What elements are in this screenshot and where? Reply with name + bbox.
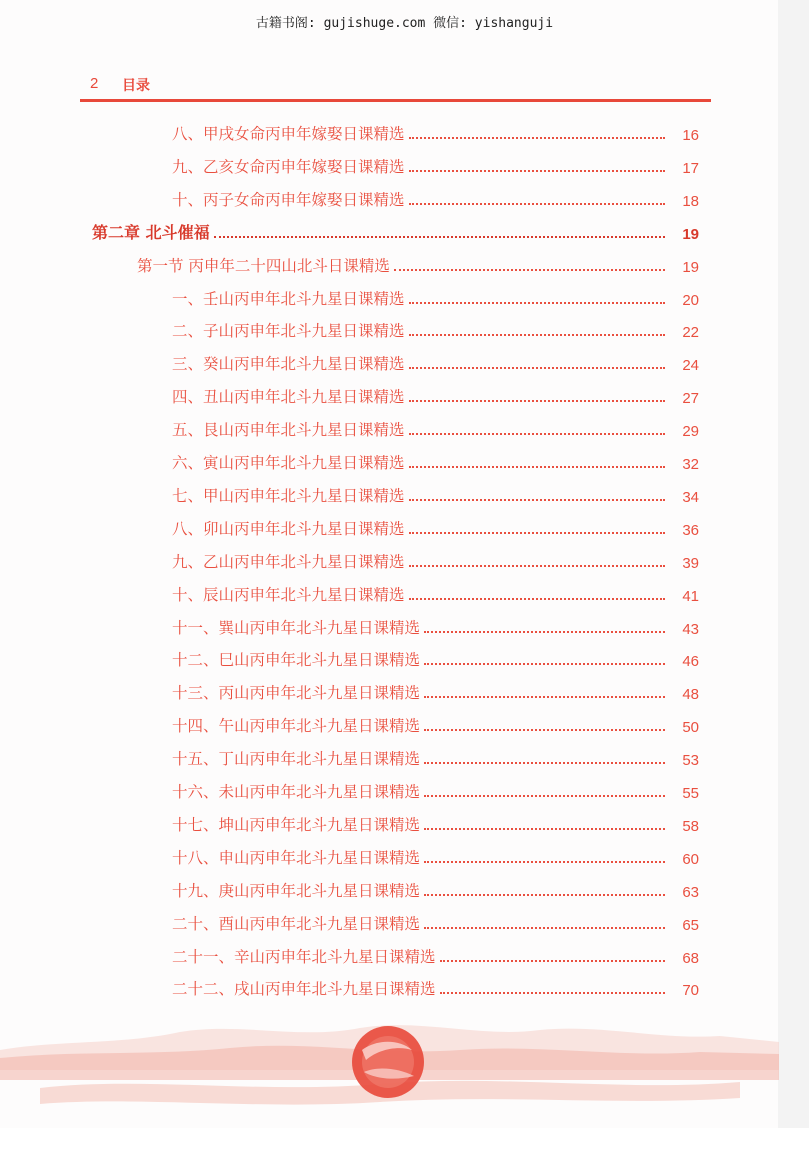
toc-entry-page-number: 65 <box>682 916 699 934</box>
toc-entry-title: 八、卯山丙申年北斗九星日课精选 <box>172 519 405 538</box>
toc-entry[interactable] <box>172 577 699 605</box>
toc-entry-title: 第二章 北斗催福 <box>92 222 210 242</box>
toc-entry-title: 四、丑山丙申年北斗九星日课精选 <box>172 388 405 407</box>
toc-entry[interactable] <box>172 116 699 144</box>
toc-entry-page-number: 63 <box>682 883 699 901</box>
toc-entry[interactable] <box>172 281 699 309</box>
toc-entry-title: 十、丙子女命丙申年嫁娶日课精选 <box>172 190 405 209</box>
toc-entry-title: 二、子山丙申年北斗九星日课精选 <box>172 322 405 341</box>
toc-entry[interactable] <box>172 346 699 374</box>
dot-leader <box>424 860 665 863</box>
landscape-decoration <box>0 1010 779 1120</box>
toc-entry-title: 十、辰山丙申年北斗九星日课精选 <box>172 585 405 604</box>
toc-entry[interactable] <box>172 182 699 210</box>
toc-entry-page-number: 19 <box>682 225 699 243</box>
toc-entry-title: 二十二、戌山丙申年北斗九星日课精选 <box>172 980 436 999</box>
toc-entry-page-number: 41 <box>682 587 699 605</box>
dot-leader <box>440 991 665 994</box>
dot-leader <box>424 893 665 896</box>
dot-leader <box>424 662 665 665</box>
toc-entry[interactable] <box>172 412 699 440</box>
dot-leader <box>409 597 665 600</box>
dot-leader <box>424 926 665 929</box>
toc-entry-page-number: 22 <box>682 324 699 342</box>
dot-leader <box>409 498 665 501</box>
toc-entry-title: 六、寅山丙申年北斗九星日课精选 <box>172 454 405 472</box>
toc-entry[interactable] <box>172 610 699 638</box>
toc-entry-page-number: 17 <box>682 159 699 177</box>
toc-entry-title: 八、甲戌女命丙申年嫁娶日课精选 <box>172 125 405 143</box>
toc-entry-title: 十二、巳山丙申年北斗九星日课精选 <box>172 651 421 670</box>
dot-leader <box>409 564 665 567</box>
toc-entry-page-number: 24 <box>682 357 699 375</box>
toc-entry-title: 七、甲山丙申年北斗九星日课精选 <box>172 486 405 505</box>
toc-entry-page-number: 48 <box>682 686 699 704</box>
dot-leader <box>409 465 665 468</box>
toc-entry-title: 十三、丙山丙申年北斗九星日课精选 <box>172 684 421 703</box>
dot-leader <box>409 432 665 435</box>
toc-entry-page-number: 29 <box>682 423 699 441</box>
toc-entry-page-number: 50 <box>682 719 699 737</box>
toc-entry-title: 一、壬山丙申年北斗九星日课精选 <box>172 289 405 308</box>
toc-chapter-entry[interactable] <box>92 215 699 243</box>
dot-leader <box>424 630 665 633</box>
toc-entry[interactable] <box>172 478 699 506</box>
toc-entry-title: 三、癸山丙申年北斗九星日课精选 <box>172 355 405 374</box>
dot-leader <box>394 268 665 271</box>
toc-entry[interactable] <box>172 873 699 901</box>
dot-leader <box>409 202 665 205</box>
toc-entry-title: 九、乙山丙申年北斗九星日课精选 <box>172 552 405 571</box>
toc-entry-title: 十九、庚山丙申年北斗九星日课精选 <box>172 881 421 900</box>
dot-leader <box>424 695 665 698</box>
toc-entry-title: 十五、丁山丙申年北斗九星日课精选 <box>172 750 421 769</box>
dot-leader <box>409 399 665 402</box>
toc-entry-title: 十八、申山丙申年北斗九星日课精选 <box>172 848 421 867</box>
toc-entry-page-number: 55 <box>682 785 699 802</box>
toc-entry-page-number: 39 <box>682 554 699 572</box>
dot-leader <box>440 959 665 962</box>
toc-entry-title: 二十一、辛山丙申年北斗九星日课精选 <box>172 947 436 966</box>
toc-entry-page-number: 20 <box>682 291 699 309</box>
toc-entry-page-number: 18 <box>682 192 699 210</box>
toc-entry-title: 九、乙亥女命丙申年嫁娶日课精选 <box>172 157 405 176</box>
toc-entry-page-number: 43 <box>682 620 699 638</box>
toc-entry-page-number: 46 <box>682 653 699 671</box>
toc-entry[interactable] <box>172 313 699 341</box>
dot-leader <box>424 794 665 797</box>
dot-leader <box>424 728 665 731</box>
header-page-number: 2 <box>90 75 99 92</box>
toc-entry-page-number: 32 <box>682 456 699 473</box>
toc-entry-title: 十六、未山丙申年北斗九星日课精选 <box>172 783 421 801</box>
toc-entry[interactable] <box>172 511 699 539</box>
toc-entry-title: 十七、坤山丙申年北斗九星日课精选 <box>172 815 421 834</box>
toc-entry[interactable] <box>172 971 699 999</box>
dot-leader <box>409 333 665 336</box>
toc-entry[interactable] <box>172 544 699 572</box>
toc-entry[interactable] <box>172 939 699 967</box>
dot-leader <box>409 169 665 172</box>
toc-entry[interactable] <box>172 379 699 407</box>
toc-entry-title: 十一、巽山丙申年北斗九星日课精选 <box>172 618 421 637</box>
toc-entry-page-number: 68 <box>682 949 699 967</box>
dot-leader <box>214 235 665 238</box>
toc-entry-title: 五、艮山丙申年北斗九星日课精选 <box>172 421 405 440</box>
dot-leader <box>424 827 665 830</box>
toc-entry[interactable] <box>172 807 699 835</box>
dot-leader <box>424 761 665 764</box>
toc-entry-title: 二十、酉山丙申年北斗九星日课精选 <box>172 914 421 933</box>
toc-entry[interactable] <box>172 906 699 934</box>
toc-entry-title: 十四、午山丙申年北斗九星日课精选 <box>172 717 421 736</box>
toc-entry-page-number: 58 <box>682 817 699 835</box>
toc-entry[interactable] <box>172 774 699 802</box>
toc-entry[interactable] <box>172 642 699 670</box>
dot-leader <box>409 531 665 534</box>
dot-leader <box>409 366 665 369</box>
toc-entry[interactable] <box>172 445 699 473</box>
dot-leader <box>409 301 665 304</box>
toc-entry[interactable] <box>172 840 699 868</box>
toc-entry-page-number: 34 <box>682 488 699 506</box>
toc-entry-page-number: 27 <box>682 390 699 408</box>
toc-section-entry[interactable] <box>137 248 699 276</box>
toc-entry-page-number: 60 <box>682 850 699 868</box>
toc-entry-page-number: 53 <box>682 752 699 770</box>
header-title: 目录 <box>122 78 150 94</box>
toc-entry-page-number: 36 <box>682 521 699 539</box>
toc-entry-title: 第一节 丙申年二十四山北斗日课精选 <box>137 256 390 275</box>
site-watermark: 古籍书阁: gujishuge.com 微信: yishanguji <box>255 16 554 31</box>
toc-entry-page-number: 16 <box>682 127 699 144</box>
toc-entry[interactable] <box>172 708 699 736</box>
toc-entry[interactable] <box>172 675 699 703</box>
toc-entry-page-number: 70 <box>682 982 699 1000</box>
toc-entry-page-number: 19 <box>682 258 699 276</box>
dot-leader <box>409 136 665 139</box>
toc-entry[interactable] <box>172 741 699 769</box>
toc-entry[interactable] <box>172 149 699 177</box>
